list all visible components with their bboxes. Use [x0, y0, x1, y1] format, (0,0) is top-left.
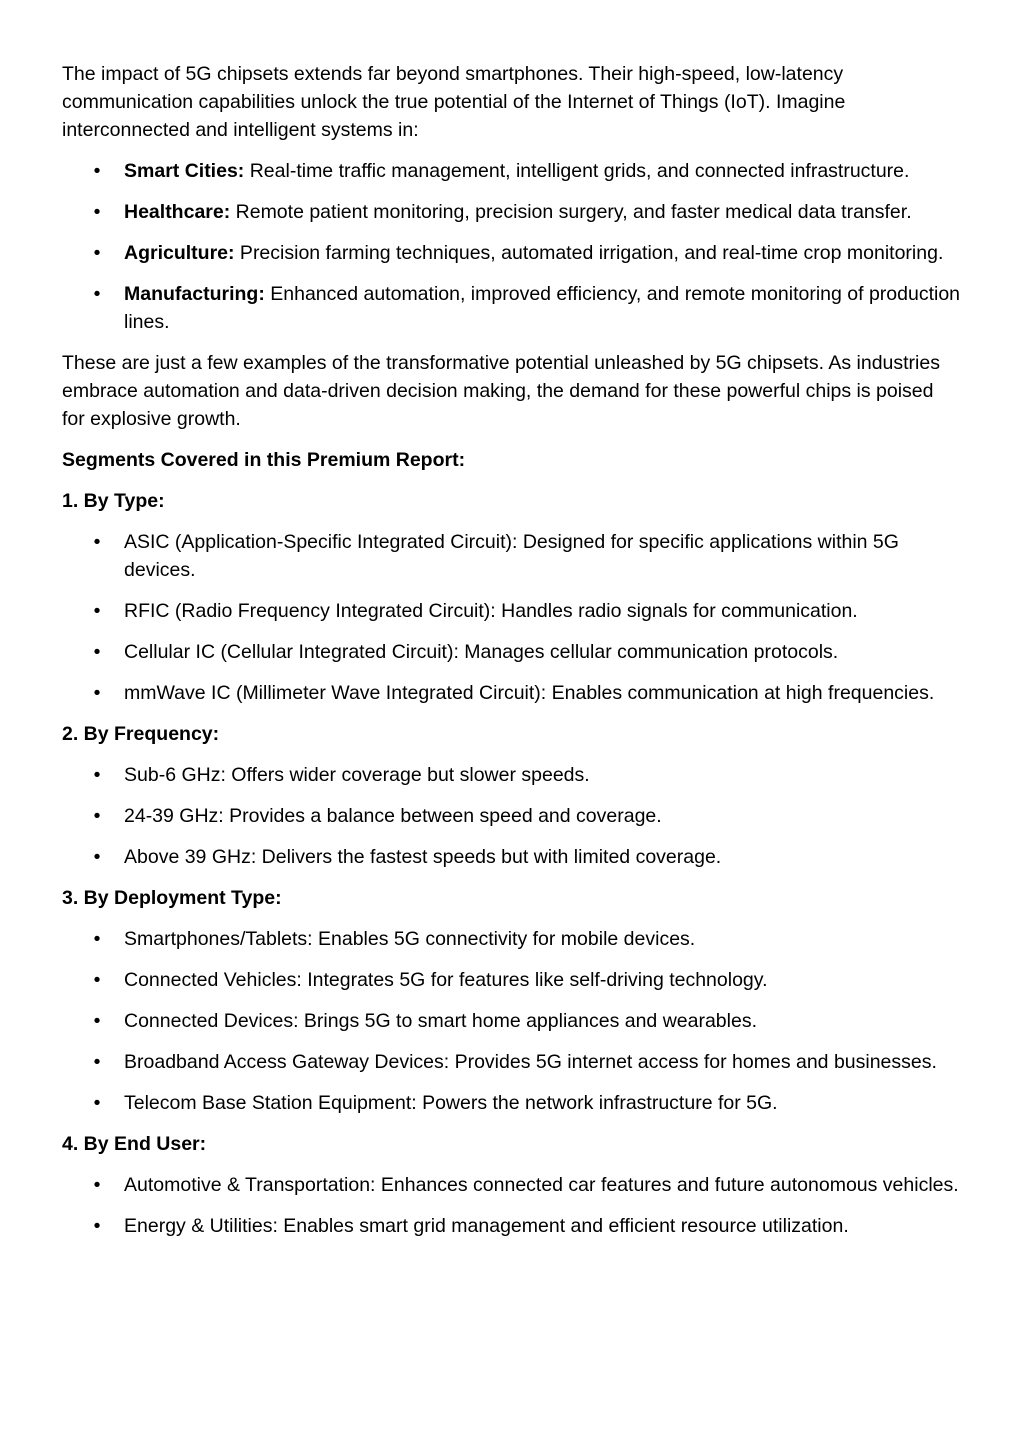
bullet-icon: • [93, 160, 101, 182]
list-item-text: Connected Devices: Brings 5G to smart home appliances and wearables. [124, 1010, 757, 1032]
list-item-text: Smartphones/Tablets: Enables 5G connectivity for mobile devices. [124, 928, 696, 950]
list-item [93, 966, 961, 994]
bullet-icon: • [93, 1092, 101, 1114]
list-item [93, 1007, 961, 1035]
bullet-icon: • [93, 1174, 101, 1196]
list-item-text: Enhanced automation, improved efficiency, and remote monitoring of production lines. [124, 283, 961, 333]
list-item [93, 843, 961, 871]
section-list-type [62, 528, 961, 707]
list-item-text: Sub-6 GHz: Offers wider coverage but slower speeds. [124, 764, 590, 786]
bullet-icon: • [93, 283, 101, 305]
list-item [93, 528, 961, 584]
bullet-icon: • [93, 928, 101, 950]
conclusion-paragraph: These are just a few examples of the transformative potential unleashed by 5G chipsets. As industries embrace automation and data-driven decision making, the demand for these powerful chips is poised for explosive growth. [62, 352, 940, 430]
list-item [93, 1089, 961, 1117]
bullet-icon: • [93, 764, 101, 786]
bullet-icon: • [93, 805, 101, 827]
list-item [93, 280, 961, 336]
section-heading-deployment: 3. By Deployment Type: [62, 887, 282, 909]
list-item [93, 1171, 961, 1199]
list-item-text: Precision farming techniques, automated irrigation, and real-time crop monitoring. [234, 242, 944, 264]
bullet-icon: • [93, 242, 101, 264]
list-item-text: 24-39 GHz: Provides a balance between speed and coverage. [124, 805, 662, 827]
list-item-text: Remote patient monitoring, precision surgery, and faster medical data transfer. [230, 201, 912, 223]
list-item [93, 679, 961, 707]
intro-paragraph: The impact of 5G chipsets extends far beyond smartphones. Their high-speed, low-latency communication capabilities unlock the true potential of the Internet of Things (IoT). Imagine interconnected and intelligent systems in: [62, 63, 846, 141]
bullet-icon: • [93, 969, 101, 991]
section-heading-type: 1. By Type: [62, 490, 165, 512]
bullet-icon: • [93, 1215, 101, 1237]
list-item [93, 638, 961, 666]
bullet-icon: • [93, 1051, 101, 1073]
section-heading-end-user: 4. By End User: [62, 1133, 207, 1155]
bullet-icon: • [93, 1010, 101, 1032]
list-item [93, 198, 961, 226]
iot-list [62, 157, 961, 336]
list-item-text: Automotive & Transportation: Enhances connected car features and future autonomous vehicles. [124, 1174, 959, 1196]
list-item-text: mmWave IC (Millimeter Wave Integrated Circuit): Enables communication at high frequencies. [124, 682, 935, 704]
bullet-icon: • [93, 600, 101, 622]
list-item-term: Manufacturing: [124, 283, 265, 305]
bullet-icon: • [93, 201, 101, 223]
list-item-text: Cellular IC (Cellular Integrated Circuit): Manages cellular communication protocols. [124, 641, 839, 663]
list-item [93, 1212, 961, 1240]
list-item-term: Agriculture: [124, 242, 235, 264]
list-item [93, 157, 961, 185]
list-item-text: Broadband Access Gateway Devices: Provides 5G internet access for homes and businesses. [124, 1051, 937, 1073]
list-item [93, 925, 961, 953]
section-list-frequency [62, 761, 961, 871]
section-heading-frequency: 2. By Frequency: [62, 723, 220, 745]
list-item-term: Healthcare: [124, 201, 231, 223]
list-item-term: Smart Cities: [124, 160, 245, 182]
section-list-deployment [62, 925, 961, 1117]
list-item-text: Connected Vehicles: Integrates 5G for features like self-driving technology. [124, 969, 768, 991]
list-item-text: Energy & Utilities: Enables smart grid management and efficient resource utilization. [124, 1215, 849, 1237]
list-item [93, 761, 961, 789]
list-item [93, 1048, 961, 1076]
list-item-text: Real-time traffic management, intelligent grids, and connected infrastructure. [244, 160, 910, 182]
list-item-text: RFIC (Radio Frequency Integrated Circuit): Handles radio signals for communication. [124, 600, 858, 622]
list-item-text: Telecom Base Station Equipment: Powers the network infrastructure for 5G. [124, 1092, 778, 1114]
bullet-icon: • [93, 531, 101, 553]
list-item [93, 597, 961, 625]
list-item [93, 239, 961, 267]
list-item-text: ASIC (Application-Specific Integrated Circuit): Designed for specific applications within 5G devices. [124, 531, 899, 581]
bullet-icon: • [93, 682, 101, 704]
list-item-text: Above 39 GHz: Delivers the fastest speeds but with limited coverage. [124, 846, 722, 868]
bullet-icon: • [93, 846, 101, 868]
bullet-icon: • [93, 641, 101, 663]
list-item [93, 802, 961, 830]
segments-heading: Segments Covered in this Premium Report: [62, 449, 466, 471]
section-list-end-user [62, 1171, 961, 1240]
